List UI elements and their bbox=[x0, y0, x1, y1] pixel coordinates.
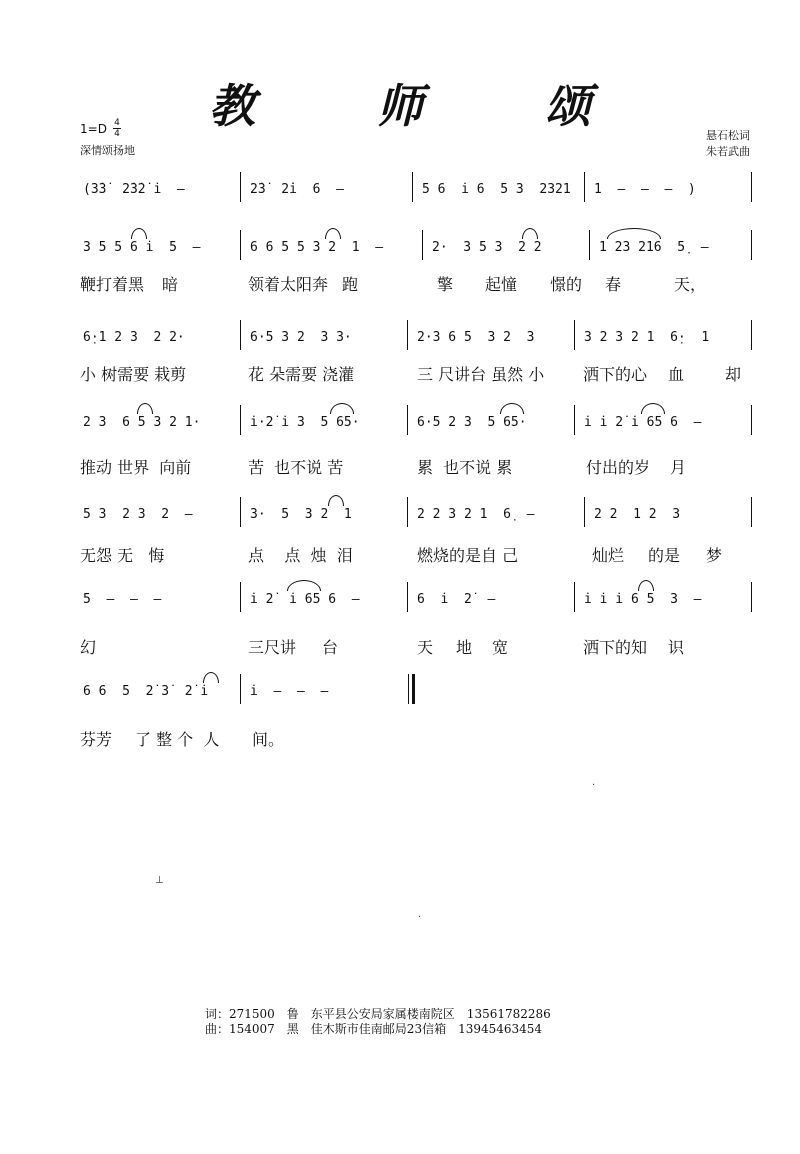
lyric: 苦 也不说 苦 bbox=[248, 458, 344, 477]
measure bbox=[75, 228, 240, 262]
measure bbox=[242, 495, 407, 529]
measure bbox=[242, 580, 407, 614]
measure-notes: 5 – – – bbox=[83, 592, 162, 607]
measure bbox=[75, 318, 240, 352]
lyric: 宽 bbox=[492, 638, 509, 657]
measure bbox=[576, 403, 751, 437]
lyric: 梦 bbox=[706, 546, 723, 565]
lyric: 灿烂 bbox=[592, 546, 625, 565]
staff-row-0 bbox=[75, 170, 755, 204]
measure-notes: i̇ i̇ i̇ 6 5 3 – bbox=[584, 592, 702, 607]
measure bbox=[242, 318, 407, 352]
footer-lyricist-contact: 词：271500 鲁 东平县公安局家属楼南院区 13561782286 bbox=[205, 1007, 551, 1021]
measure bbox=[409, 580, 574, 614]
lyric: 识 bbox=[668, 638, 685, 657]
measure bbox=[576, 318, 751, 352]
lyric: 却 bbox=[725, 365, 742, 384]
time-bottom: 4 bbox=[114, 129, 120, 139]
lyric: 月 bbox=[670, 458, 687, 477]
lyric: 了 整 个 人 bbox=[135, 730, 220, 749]
composer-credit: 朱若武曲 bbox=[706, 145, 750, 158]
staff-row-5 bbox=[75, 580, 755, 614]
measure-notes: 3 2 3 2 1 6̣· 1 bbox=[584, 330, 710, 345]
lyric: 跑 bbox=[342, 275, 359, 294]
key-signature bbox=[80, 118, 121, 139]
measure-notes: 6̣·1 2 3 2 2· bbox=[83, 330, 185, 345]
lyric: 台 bbox=[322, 638, 339, 657]
lyric: 三尺讲 bbox=[248, 638, 297, 657]
lyric: 领着太阳奔 bbox=[248, 275, 329, 294]
measure-notes: 3 5 5 6 i̇ 5 – bbox=[83, 240, 201, 255]
lyric: 燃烧的是自 己 bbox=[417, 546, 519, 565]
lyric-line-6 bbox=[80, 727, 760, 749]
lyric: 芬芳 bbox=[80, 730, 113, 749]
measure-notes: 6·5 3 2 3 3· bbox=[250, 330, 352, 345]
lyricist-credit: 悬石松词 bbox=[706, 129, 750, 142]
lyric: 三 尺讲台 虽然 小 bbox=[417, 365, 545, 384]
measure bbox=[409, 318, 574, 352]
measure-notes: 6 i̇ 2̇ – bbox=[417, 592, 496, 607]
lyric: 花 朵需要 浇灌 bbox=[248, 365, 355, 384]
measure-notes: (3̇3̇ 2̇3̇2̇ i̇ – bbox=[83, 182, 185, 197]
measure bbox=[242, 228, 422, 262]
staff-row-3 bbox=[75, 403, 755, 437]
lyric-line-2 bbox=[80, 362, 760, 384]
lyric: 洒下的心 bbox=[583, 365, 648, 384]
measure bbox=[591, 228, 751, 262]
measure-notes: 6 6 5 5 3 2 1 – bbox=[250, 240, 384, 255]
measure bbox=[75, 403, 240, 437]
measure-notes: 3· 5 3 2 1 bbox=[250, 507, 352, 522]
staff-row-4 bbox=[75, 495, 755, 529]
lyric: 天 bbox=[417, 638, 434, 657]
measure-notes: 1 23 216 5̣ – bbox=[599, 240, 709, 255]
staff-row-2 bbox=[75, 318, 755, 352]
measure-notes: 6·5 2 3 5 65· bbox=[417, 415, 527, 430]
lyric: 幻 bbox=[80, 638, 97, 657]
measure-notes: 1 – – – ) bbox=[594, 182, 696, 197]
lyric: 付出的岁 bbox=[586, 458, 651, 477]
lyric: 擎 bbox=[437, 275, 454, 294]
lyric: 春 bbox=[605, 275, 622, 294]
song-title: 教 师 颂 bbox=[209, 79, 629, 133]
lyric-line-1 bbox=[80, 272, 760, 294]
lyric: 起憧 bbox=[485, 275, 518, 294]
measure bbox=[75, 580, 240, 614]
measure-notes: 5 3 2 3 2 – bbox=[83, 507, 193, 522]
lyric: 点 点 烛 泪 bbox=[248, 546, 353, 565]
lyric: 鞭打着黑 bbox=[80, 275, 145, 294]
measure bbox=[409, 403, 574, 437]
lyric-line-5 bbox=[80, 635, 760, 657]
measure-notes: i̇ 2̇ i̇ 65 6 – bbox=[250, 592, 360, 607]
lyric-line-4 bbox=[80, 543, 760, 565]
measure-notes: 2̇3̇ 2̇i̇ 6 – bbox=[250, 182, 344, 197]
lyric: 天， bbox=[674, 275, 707, 294]
lyric: 间。 bbox=[252, 730, 285, 749]
measure-notes: i̇·2̇ i̇ 3 5 65· bbox=[250, 415, 360, 430]
measure-notes: 2 2 1 2 3 bbox=[594, 507, 681, 522]
measure-notes: 2 3 6 5 3 2 1· bbox=[83, 415, 201, 430]
lyric: 推动 世界 向前 bbox=[80, 458, 192, 477]
measure bbox=[409, 495, 584, 529]
measure bbox=[242, 170, 412, 204]
measure bbox=[424, 228, 589, 262]
measure-notes: 2·3 6 5 3 2 3 bbox=[417, 330, 535, 345]
key-label: 1=D bbox=[80, 121, 107, 136]
measure-notes: 6 6 5 2̇ 3̇ 2̇ i̇ bbox=[83, 684, 209, 699]
measure bbox=[75, 170, 240, 204]
lyric: 无怨 无 悔 bbox=[80, 546, 165, 565]
staff-row-1 bbox=[75, 228, 755, 262]
measure bbox=[586, 495, 751, 529]
measure bbox=[414, 170, 584, 204]
measure bbox=[242, 672, 407, 706]
measure-notes: i̇ – – – bbox=[250, 684, 329, 699]
time-signature bbox=[113, 118, 121, 139]
lyric: 憬的 bbox=[550, 275, 583, 294]
measure-notes: 2· 3 5 3 2 2 bbox=[432, 240, 542, 255]
measure-notes: i̇ i̇ 2̇ i̇ 65 6 – bbox=[584, 415, 702, 430]
lyric: 洒下的知 bbox=[583, 638, 648, 657]
footer-composer-contact: 曲：154007 黑 佳木斯市佳南邮局23信箱 13945463454 bbox=[205, 1022, 543, 1036]
lyric: 地 bbox=[456, 638, 473, 657]
lyric: 累 也不说 累 bbox=[417, 458, 513, 477]
measure bbox=[586, 170, 751, 204]
lyric: 血 bbox=[668, 365, 685, 384]
tempo-marking: 深情颂扬地 bbox=[80, 144, 135, 157]
lyric: 小 树需要 栽剪 bbox=[80, 365, 187, 384]
measure-notes: 2 2 3 2 1 6̣ – bbox=[417, 507, 535, 522]
time-top: 4 bbox=[114, 118, 120, 128]
measure bbox=[75, 672, 240, 706]
lyric: 暗 bbox=[162, 275, 179, 294]
lyric-line-3 bbox=[80, 455, 760, 477]
lyric: 的是 bbox=[648, 546, 681, 565]
measure-notes: 5 6 i̇ 6 5 3 2321 bbox=[422, 182, 571, 197]
staff-row-6 bbox=[75, 672, 755, 706]
measure bbox=[242, 403, 407, 437]
measure bbox=[576, 580, 751, 614]
measure bbox=[75, 495, 240, 529]
